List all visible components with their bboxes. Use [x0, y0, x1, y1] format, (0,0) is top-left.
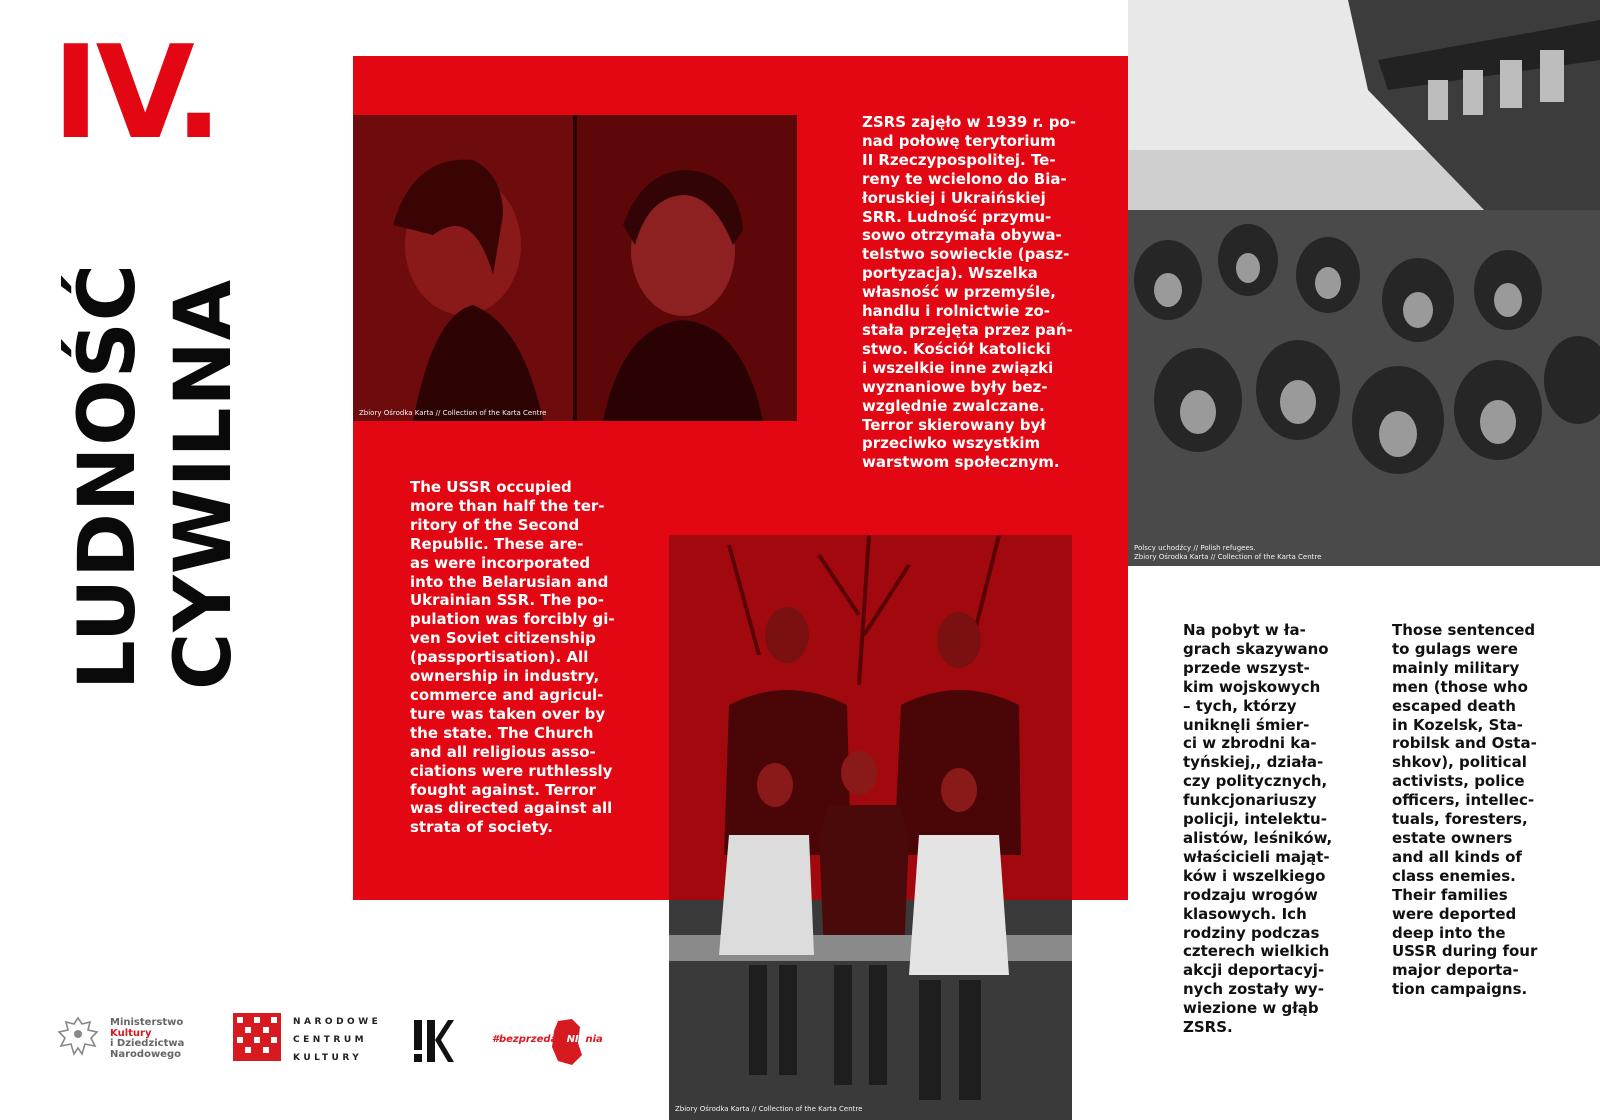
- text-line: tyńskiej,, działa-: [1183, 753, 1324, 772]
- text-line: Terror skierowany był: [862, 415, 1046, 434]
- text-line: ownership in industry,: [410, 667, 600, 686]
- text-line: czterech wielkich: [1183, 942, 1330, 961]
- nck-line-3: KULTURY: [293, 1053, 363, 1063]
- nck-line-1: NARODOWE: [293, 1017, 382, 1027]
- ministry-line-1: Ministerstwo: [110, 1017, 184, 1028]
- text-line: The USSR occupied: [410, 478, 572, 496]
- ministry-line-3: i Dziedzictwa: [110, 1038, 185, 1049]
- text-line: sowo otrzymała obywa-: [862, 226, 1062, 245]
- text-line: stwo. Kościół katolicki: [862, 339, 1051, 358]
- text-line: przede wszyst-: [1183, 658, 1310, 677]
- text-line: robilsk and Osta-: [1392, 734, 1537, 753]
- en-gulag-text: [1392, 621, 1552, 999]
- text-line: handlu i rolnictwie zo-: [862, 302, 1051, 321]
- text-line: i wszelkie inne związki: [862, 358, 1054, 377]
- text-line: were deported: [1392, 904, 1517, 923]
- text-line: men (those who: [1392, 677, 1528, 696]
- text-line: uniknęli śmier-: [1183, 715, 1310, 734]
- bez-part-1: #bezprzedaw: [492, 1034, 567, 1045]
- title-line-1: LUDNOŚĆ: [63, 262, 153, 690]
- refugees-caption-line-2: Zbiory Ośrodka Karta // Collection of the Karta Centre: [1134, 553, 1322, 561]
- text-line: policji, intelektu-: [1183, 810, 1327, 829]
- text-line: akcji deportacyj-: [1183, 961, 1325, 980]
- mugshot-photo: [353, 115, 797, 421]
- text-line: deep into the: [1392, 923, 1506, 942]
- text-line: czy politycznych,: [1183, 772, 1328, 791]
- text-line: portyzacja). Wszelka: [862, 264, 1038, 283]
- text-line: II Rzeczypospolitej. Te-: [862, 150, 1056, 169]
- karta-k-icon: [412, 1018, 454, 1064]
- text-line: łoruskiej i Ukraińskiej: [862, 188, 1046, 207]
- mugshot-caption: Zbiory Ośrodka Karta // Collection of the Karta Centre: [359, 409, 547, 417]
- text-line: Ukrainian SSR. The po-: [410, 591, 604, 610]
- text-line: and all religious asso-: [410, 742, 596, 761]
- nck-logo: [233, 1013, 382, 1065]
- bez-part-3: nia: [585, 1034, 603, 1045]
- ministry-logo: [55, 1014, 185, 1062]
- bezprzedawnienia-text: [492, 1034, 603, 1045]
- text-line: estate owners: [1392, 828, 1513, 847]
- text-line: warstwom społecznym.: [862, 453, 1060, 472]
- text-line: in Kozelsk, Sta-: [1392, 715, 1523, 734]
- text-line: and all kinds of: [1392, 847, 1522, 866]
- nck-name: [293, 1013, 381, 1067]
- ministry-line-2: Kultury: [110, 1027, 152, 1039]
- text-line: strata of society.: [410, 818, 553, 837]
- text-line: into the Belarusian and: [410, 572, 609, 591]
- text-line: shkov), political: [1392, 753, 1527, 772]
- text-line: Their families: [1392, 885, 1508, 904]
- text-line: rodziny podczas: [1183, 923, 1320, 942]
- text-line: SRR. Ludność przymu-: [862, 207, 1052, 226]
- text-line: tuals, foresters,: [1392, 810, 1528, 829]
- text-line: – tych, którzy: [1183, 696, 1297, 715]
- text-line: ZSRS zajęło w 1939 r. po-: [862, 113, 1077, 131]
- text-line: ZSRS.: [1183, 1018, 1233, 1037]
- text-line: nad połowę terytorium: [862, 131, 1056, 150]
- text-line: ven Soviet citizenship: [410, 629, 596, 648]
- refugees-caption-line-1: Polscy uchodźcy // Polish refugees.: [1134, 544, 1256, 552]
- pl-intro-text: [862, 113, 1077, 472]
- text-line: ciations were ruthlessly: [410, 761, 613, 780]
- text-line: major deporta-: [1392, 961, 1519, 980]
- text-line: właścicieli mająt-: [1183, 847, 1330, 866]
- text-line: the state. The Church: [410, 723, 594, 742]
- text-line: ture was taken over by: [410, 704, 606, 723]
- text-line: wiezione w głąb: [1183, 999, 1319, 1018]
- text-line: Those sentenced: [1392, 621, 1536, 639]
- text-line: reny te wcielono do Bia-: [862, 169, 1067, 188]
- text-line: commerce and agricul-: [410, 685, 604, 704]
- text-line: as were incorporated: [410, 553, 591, 572]
- text-line: alistów, leśników,: [1183, 828, 1333, 847]
- text-line: fought against. Terror: [410, 780, 597, 799]
- text-line: telstwo sowieckie (pasz-: [862, 245, 1070, 264]
- text-line: nych zostały wy-: [1183, 980, 1324, 999]
- text-line: klasowych. Ich: [1183, 904, 1307, 923]
- family-caption: Zbiory Ośrodka Karta // Collection of the Karta Centre: [675, 1105, 863, 1113]
- text-line: względnie zwalczane.: [862, 396, 1045, 415]
- karta-logo: [412, 1018, 454, 1064]
- refugees-caption: [1134, 544, 1321, 562]
- text-line: USSR during four: [1392, 942, 1538, 961]
- ministry-name: [110, 1018, 184, 1060]
- text-line: Republic. These are-: [410, 534, 584, 553]
- chapter-number: IV.: [52, 19, 219, 168]
- nck-line-2: CENTRUM: [293, 1035, 368, 1045]
- text-line: ków i wszelkiego: [1183, 866, 1326, 885]
- family-photo: [669, 535, 1072, 1120]
- eagle-emblem-icon: [55, 1014, 101, 1062]
- text-line: przeciwko wszystkim: [862, 434, 1041, 453]
- text-line: funkcjonariuszy: [1183, 791, 1317, 810]
- text-line: Na pobyt w ła-: [1183, 621, 1306, 639]
- refugees-photo: [1128, 0, 1600, 566]
- text-line: mainly military: [1392, 658, 1520, 677]
- text-line: ci w zbrodni ka-: [1183, 734, 1317, 753]
- text-line: (passportisation). All: [410, 648, 589, 667]
- page-title: [60, 263, 252, 690]
- text-line: class enemies.: [1392, 866, 1516, 885]
- text-line: officers, intellec-: [1392, 791, 1535, 810]
- pl-gulag-text: [1183, 621, 1343, 1037]
- text-line: kim wojskowych: [1183, 677, 1321, 696]
- ministry-line-4: Narodowego: [110, 1048, 181, 1060]
- text-line: pulation was forcibly gi-: [410, 610, 615, 629]
- text-line: to gulags were: [1392, 639, 1518, 658]
- title-line-2: CYWILNA: [159, 278, 249, 690]
- text-line: was directed against all: [410, 799, 613, 818]
- text-line: ritory of the Second: [410, 515, 580, 534]
- text-line: rodzaju wrogów: [1183, 885, 1318, 904]
- text-line: activists, police: [1392, 772, 1525, 791]
- text-line: escaped death: [1392, 696, 1516, 715]
- bezprzedawnienia-logo: [492, 1017, 602, 1067]
- text-line: tion campaigns.: [1392, 980, 1528, 999]
- text-line: grach skazywano: [1183, 639, 1329, 658]
- text-line: własność w przemyśle,: [862, 283, 1056, 302]
- en-intro-text: [410, 478, 620, 837]
- text-line: more than half the ter-: [410, 496, 605, 515]
- bez-part-2: NIE: [566, 1034, 586, 1045]
- nck-crown-icon: [233, 1013, 281, 1061]
- text-line: stała przejęta przez pań-: [862, 320, 1073, 339]
- text-line: wyznaniowe były bez-: [862, 377, 1048, 396]
